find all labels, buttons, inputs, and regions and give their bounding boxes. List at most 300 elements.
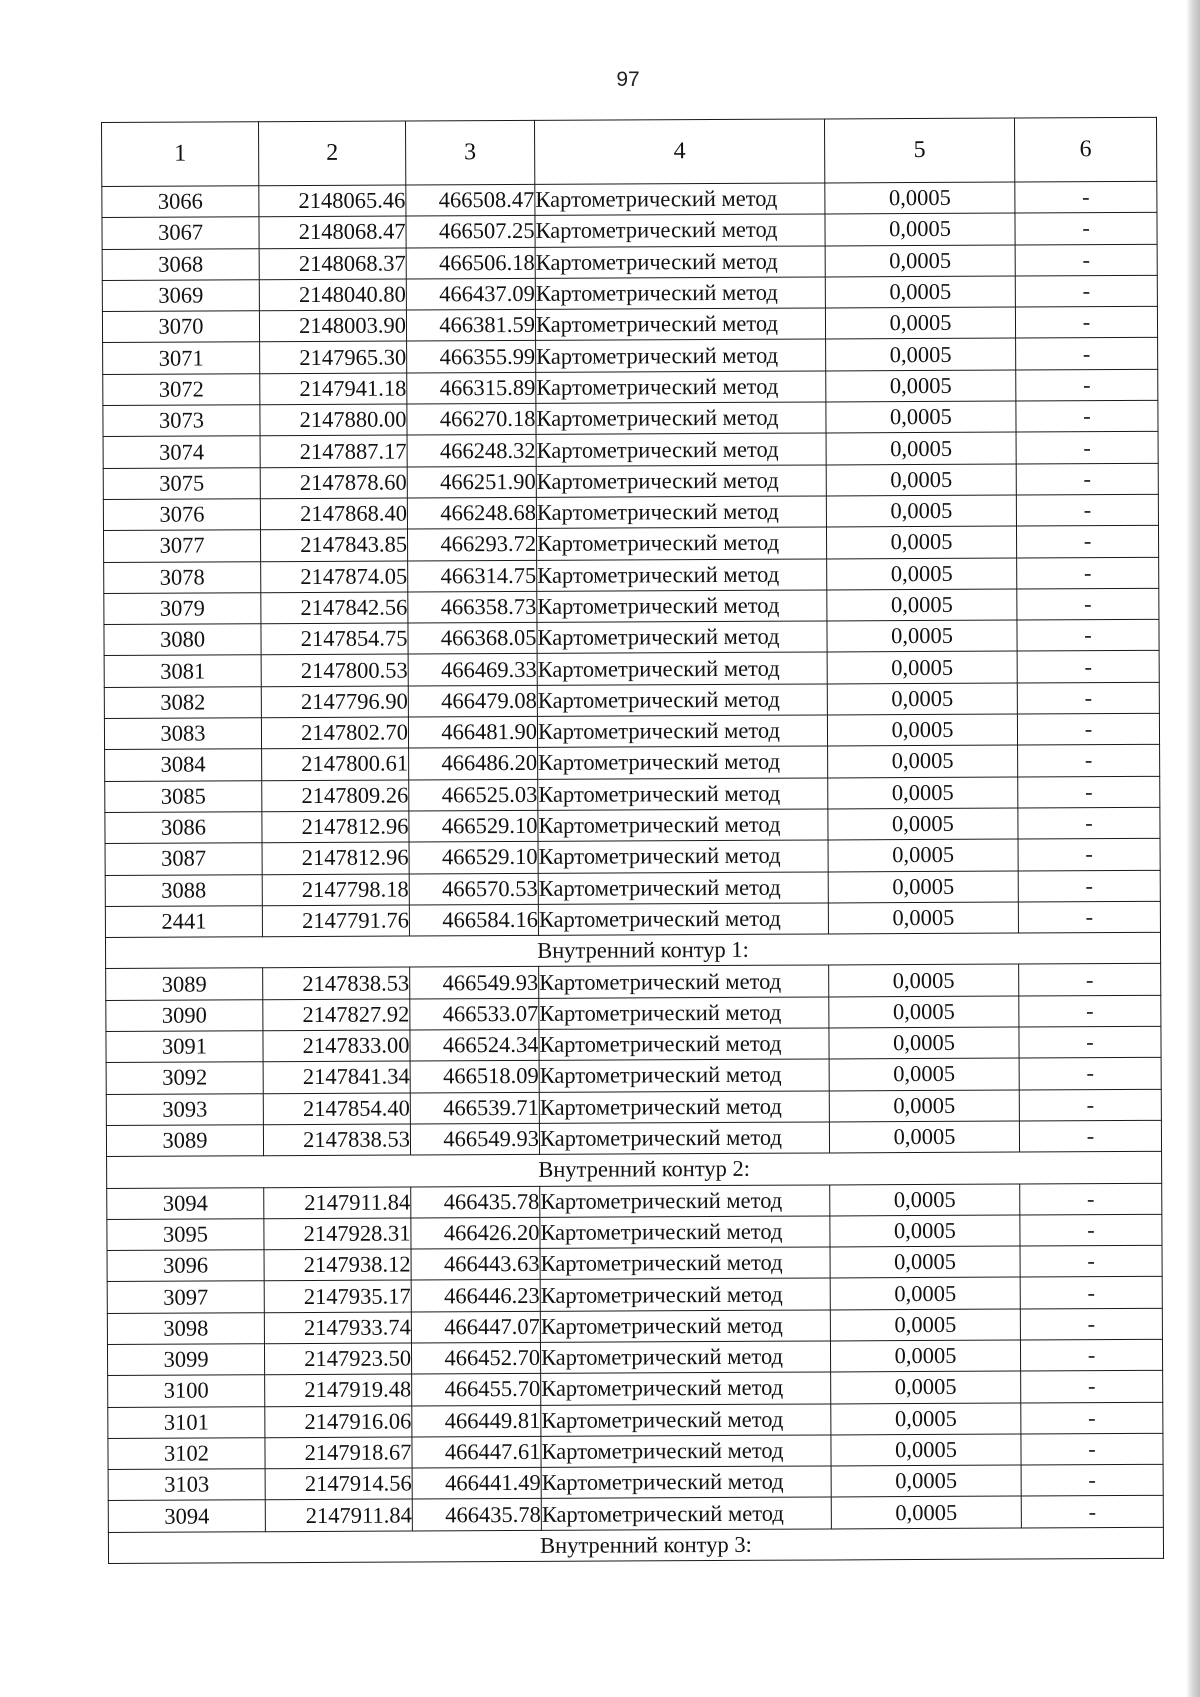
note-cell: - — [1020, 1277, 1162, 1309]
note-cell: - — [1015, 275, 1157, 307]
x-coordinate-cell: 2147878.60 — [260, 467, 407, 499]
method-cell: Картометрический метод — [535, 277, 825, 310]
point-number-cell: 3069 — [102, 280, 259, 312]
point-number-cell: 3094 — [107, 1187, 264, 1219]
method-cell: Картометрический метод — [540, 1278, 830, 1311]
section-title: Внутренний контур 2: — [107, 1152, 1162, 1188]
point-number-cell: 3072 — [103, 374, 260, 406]
y-coordinate-cell: 466435.78 — [412, 1499, 541, 1531]
x-coordinate-cell: 2147812.96 — [262, 811, 409, 843]
note-cell: - — [1018, 839, 1160, 871]
table-row — [102, 181, 1157, 217]
section-title: Внутренний контур 3: — [108, 1527, 1163, 1563]
method-cell: Картометрический метод — [537, 559, 827, 592]
table-row — [107, 1339, 1162, 1375]
point-number-cell: 3067 — [102, 217, 259, 249]
note-cell: - — [1017, 588, 1159, 620]
point-number-cell: 3090 — [106, 999, 263, 1031]
column-header-5: 5 — [824, 118, 1014, 183]
note-cell: - — [1018, 776, 1160, 808]
table-row — [107, 1214, 1162, 1250]
x-coordinate-cell: 2147919.48 — [265, 1374, 412, 1406]
table-row — [106, 1120, 1161, 1156]
note-cell: - — [1016, 494, 1158, 526]
accuracy-cell: 0,0005 — [829, 1058, 1019, 1090]
table-row — [104, 651, 1159, 687]
table-row — [102, 213, 1157, 249]
scan-edge-shadow — [1186, 0, 1200, 1697]
method-cell: Картометрический метод — [538, 746, 828, 779]
column-header-2: 2 — [259, 121, 406, 186]
y-coordinate-cell: 466570.53 — [409, 873, 538, 905]
table-row — [105, 745, 1160, 781]
point-number-cell: 3070 — [102, 311, 259, 343]
point-number-cell: 3073 — [103, 405, 260, 437]
y-coordinate-cell: 466435.78 — [411, 1186, 540, 1218]
x-coordinate-cell: 2148003.90 — [259, 310, 406, 342]
x-coordinate-cell: 2148040.80 — [259, 279, 406, 311]
section-row — [105, 932, 1160, 968]
x-coordinate-cell: 2147887.17 — [260, 435, 407, 467]
method-cell: Картометрический метод — [536, 496, 826, 529]
method-cell: Картометрический метод — [541, 1466, 831, 1499]
method-cell: Картометрический метод — [539, 965, 829, 998]
method-cell: Картометрический метод — [540, 1247, 830, 1280]
x-coordinate-cell: 2147868.40 — [260, 498, 407, 530]
method-cell: Картометрический метод — [541, 1404, 831, 1437]
method-cell: Картометрический метод — [540, 1341, 830, 1374]
point-number-cell: 2441 — [105, 906, 262, 938]
accuracy-cell: 0,0005 — [831, 1465, 1021, 1497]
method-cell: Картометрический метод — [540, 1310, 830, 1343]
accuracy-cell: 0,0005 — [830, 1215, 1020, 1247]
point-number-cell: 3099 — [107, 1344, 264, 1376]
column-header-4: 4 — [534, 119, 824, 184]
point-number-cell: 3075 — [103, 467, 260, 499]
x-coordinate-cell: 2148065.46 — [259, 185, 406, 217]
accuracy-cell: 0,0005 — [829, 1027, 1019, 1059]
table-body — [102, 181, 1164, 1563]
point-number-cell: 3100 — [108, 1375, 265, 1407]
table-row — [104, 713, 1159, 749]
point-number-cell: 3081 — [104, 655, 261, 687]
note-cell: - — [1019, 995, 1161, 1027]
note-cell: - — [1016, 338, 1158, 370]
method-cell: Картометрический метод — [538, 809, 828, 842]
table-row — [106, 1089, 1161, 1125]
y-coordinate-cell: 466549.93 — [410, 1123, 539, 1155]
y-coordinate-cell: 466452.70 — [411, 1342, 540, 1374]
accuracy-cell: 0,0005 — [831, 1403, 1021, 1435]
point-number-cell: 3078 — [104, 561, 261, 593]
y-coordinate-cell: 466584.16 — [409, 904, 538, 936]
x-coordinate-cell: 2147854.75 — [261, 623, 408, 655]
y-coordinate-cell: 466506.18 — [406, 247, 535, 279]
note-cell: - — [1020, 1339, 1162, 1371]
note-cell: - — [1018, 745, 1160, 777]
y-coordinate-cell: 466437.09 — [406, 278, 535, 310]
y-coordinate-cell: 466486.20 — [409, 748, 538, 780]
point-number-cell: 3084 — [105, 749, 262, 781]
note-cell: - — [1017, 713, 1159, 745]
method-cell: Картометрический метод — [536, 527, 826, 560]
y-coordinate-cell: 466441.49 — [412, 1468, 541, 1500]
note-cell: - — [1019, 1026, 1161, 1058]
x-coordinate-cell: 2147916.06 — [265, 1406, 412, 1438]
accuracy-cell: 0,0005 — [828, 839, 1018, 871]
y-coordinate-cell: 466539.71 — [410, 1092, 539, 1124]
accuracy-cell: 0,0005 — [826, 526, 1016, 558]
accuracy-cell: 0,0005 — [829, 964, 1019, 996]
x-coordinate-cell: 2147838.53 — [263, 967, 410, 999]
note-cell: - — [1018, 870, 1160, 902]
y-coordinate-cell: 466525.03 — [409, 779, 538, 811]
y-coordinate-cell: 466443.63 — [411, 1248, 540, 1280]
accuracy-cell: 0,0005 — [826, 464, 1016, 496]
y-coordinate-cell: 466368.05 — [408, 623, 537, 655]
x-coordinate-cell: 2147914.56 — [265, 1468, 412, 1500]
table-row — [108, 1464, 1163, 1500]
note-cell: - — [1021, 1496, 1163, 1528]
note-cell: - — [1019, 1058, 1161, 1090]
point-number-cell: 3074 — [103, 436, 260, 468]
accuracy-cell: 0,0005 — [826, 495, 1016, 527]
x-coordinate-cell: 2147838.53 — [263, 1124, 410, 1156]
point-number-cell: 3087 — [105, 843, 262, 875]
accuracy-cell: 0,0005 — [831, 1371, 1021, 1403]
note-cell: - — [1017, 619, 1159, 651]
method-cell: Картометрический метод — [538, 871, 828, 904]
table-row — [104, 557, 1159, 593]
x-coordinate-cell: 2147933.74 — [264, 1312, 411, 1344]
accuracy-cell: 0,0005 — [825, 245, 1015, 277]
x-coordinate-cell: 2148068.47 — [259, 216, 406, 248]
note-cell: - — [1016, 369, 1158, 401]
point-number-cell: 3103 — [108, 1469, 265, 1501]
note-cell: - — [1020, 1183, 1162, 1215]
accuracy-cell: 0,0005 — [829, 1121, 1019, 1153]
method-cell: Картометрический метод — [535, 246, 825, 279]
point-number-cell: 3095 — [107, 1219, 264, 1251]
accuracy-cell: 0,0005 — [829, 996, 1019, 1028]
y-coordinate-cell: 466446.23 — [411, 1280, 540, 1312]
note-cell: - — [1019, 964, 1161, 996]
table-row — [105, 870, 1160, 906]
y-coordinate-cell: 466533.07 — [410, 998, 539, 1030]
method-cell: Картометрический метод — [537, 715, 827, 748]
table-row — [107, 1277, 1162, 1313]
x-coordinate-cell: 2147791.76 — [262, 905, 409, 937]
note-cell: - — [1017, 651, 1159, 683]
table-row — [106, 964, 1161, 1000]
section-row — [108, 1527, 1163, 1563]
y-coordinate-cell: 466381.59 — [406, 310, 535, 342]
x-coordinate-cell: 2147842.56 — [261, 592, 408, 624]
method-cell: Картометрический метод — [536, 433, 826, 466]
accuracy-cell: 0,0005 — [825, 307, 1015, 339]
accuracy-cell: 0,0005 — [826, 401, 1016, 433]
y-coordinate-cell: 466529.10 — [409, 810, 538, 842]
table-row — [103, 494, 1158, 530]
y-coordinate-cell: 466481.90 — [408, 716, 537, 748]
table-row — [108, 1496, 1163, 1532]
method-cell: Картометрический метод — [537, 621, 827, 654]
x-coordinate-cell: 2147911.84 — [264, 1186, 411, 1218]
accuracy-cell: 0,0005 — [828, 902, 1018, 934]
method-cell: Картометрический метод — [536, 371, 826, 404]
table-row — [106, 1058, 1161, 1094]
note-cell: - — [1020, 1308, 1162, 1340]
y-coordinate-cell: 466479.08 — [408, 685, 537, 717]
x-coordinate-cell: 2147911.84 — [265, 1499, 412, 1531]
method-cell: Картометрический метод — [540, 1184, 830, 1217]
y-coordinate-cell: 466270.18 — [407, 403, 536, 435]
note-cell: - — [1020, 1214, 1162, 1246]
table-row — [108, 1371, 1163, 1407]
note-cell: - — [1016, 526, 1158, 558]
table-row — [107, 1245, 1162, 1281]
note-cell: - — [1015, 307, 1157, 339]
table-row — [105, 776, 1160, 812]
table-row — [107, 1308, 1162, 1344]
table-row — [108, 1433, 1163, 1469]
x-coordinate-cell: 2147874.05 — [261, 561, 408, 593]
x-coordinate-cell: 2147923.50 — [264, 1343, 411, 1375]
y-coordinate-cell: 466315.89 — [407, 372, 536, 404]
method-cell: Картометрический метод — [539, 1091, 829, 1124]
x-coordinate-cell: 2147809.26 — [262, 780, 409, 812]
point-number-cell: 3077 — [103, 530, 260, 562]
y-coordinate-cell: 466355.99 — [407, 341, 536, 373]
method-cell: Картометрический метод — [539, 1122, 829, 1155]
table-row — [105, 839, 1160, 875]
column-header-6: 6 — [1014, 117, 1156, 182]
table-row — [108, 1402, 1163, 1438]
method-cell: Картометрический метод — [537, 684, 827, 717]
y-coordinate-cell: 466549.93 — [410, 967, 539, 999]
point-number-cell: 3096 — [107, 1250, 264, 1282]
x-coordinate-cell: 2147935.17 — [264, 1280, 411, 1312]
point-number-cell: 3085 — [105, 780, 262, 812]
accuracy-cell: 0,0005 — [830, 1277, 1020, 1309]
point-number-cell: 3097 — [107, 1281, 264, 1313]
x-coordinate-cell: 2147941.18 — [260, 373, 407, 405]
method-cell: Картометрический метод — [537, 652, 827, 685]
note-cell: - — [1016, 400, 1158, 432]
section-row — [107, 1152, 1162, 1188]
table-row — [102, 275, 1157, 311]
point-number-cell: 3094 — [108, 1500, 265, 1532]
accuracy-cell: 0,0005 — [827, 714, 1017, 746]
point-number-cell: 3089 — [106, 968, 263, 1000]
accuracy-cell: 0,0005 — [828, 777, 1018, 809]
y-coordinate-cell: 466314.75 — [408, 560, 537, 592]
table-row — [104, 588, 1159, 624]
table-row — [103, 400, 1158, 436]
note-cell: - — [1021, 1371, 1163, 1403]
note-cell: - — [1018, 807, 1160, 839]
y-coordinate-cell: 466358.73 — [408, 591, 537, 623]
point-number-cell: 3071 — [103, 342, 260, 374]
point-number-cell: 3076 — [103, 499, 260, 531]
note-cell: - — [1015, 244, 1157, 276]
method-cell: Картометрический метод — [538, 840, 828, 873]
point-number-cell: 3091 — [106, 1031, 263, 1063]
y-coordinate-cell: 466447.61 — [412, 1436, 541, 1468]
point-number-cell: 3098 — [107, 1312, 264, 1344]
accuracy-cell: 0,0005 — [830, 1246, 1020, 1278]
point-number-cell: 3088 — [105, 874, 262, 906]
x-coordinate-cell: 2147854.40 — [263, 1093, 410, 1125]
accuracy-cell: 0,0005 — [830, 1340, 1020, 1372]
accuracy-cell: 0,0005 — [826, 370, 1016, 402]
note-cell: - — [1016, 463, 1158, 495]
note-cell: - — [1018, 901, 1160, 933]
point-number-cell: 3093 — [106, 1093, 263, 1125]
x-coordinate-cell: 2147928.31 — [264, 1218, 411, 1250]
x-coordinate-cell: 2147938.12 — [264, 1249, 411, 1281]
accuracy-cell: 0,0005 — [827, 558, 1017, 590]
y-coordinate-cell: 466529.10 — [409, 842, 538, 874]
y-coordinate-cell: 466507.25 — [406, 216, 535, 248]
y-coordinate-cell: 466469.33 — [408, 654, 537, 686]
method-cell: Картометрический метод — [535, 308, 825, 341]
table-row — [103, 432, 1158, 468]
note-cell: - — [1021, 1433, 1163, 1465]
method-cell: Картометрический метод — [539, 997, 829, 1030]
method-cell: Картометрический метод — [540, 1216, 830, 1249]
method-cell: Картометрический метод — [541, 1372, 831, 1405]
note-cell: - — [1019, 1089, 1161, 1121]
table-row — [102, 307, 1157, 343]
header-row — [102, 117, 1157, 186]
y-coordinate-cell: 466251.90 — [407, 466, 536, 498]
method-cell: Картометрический метод — [537, 590, 827, 623]
table-row — [105, 807, 1160, 843]
table-row — [103, 526, 1158, 562]
accuracy-cell: 0,0005 — [828, 808, 1018, 840]
accuracy-cell: 0,0005 — [825, 276, 1015, 308]
note-cell: - — [1015, 181, 1157, 213]
x-coordinate-cell: 2147841.34 — [263, 1061, 410, 1093]
point-number-cell: 3066 — [102, 186, 259, 218]
method-cell: Картометрический метод — [541, 1435, 831, 1468]
x-coordinate-cell: 2147833.00 — [263, 1030, 410, 1062]
point-number-cell: 3092 — [106, 1062, 263, 1094]
note-cell: - — [1021, 1402, 1163, 1434]
method-cell: Картометрический метод — [538, 903, 828, 936]
table-row — [103, 463, 1158, 499]
accuracy-cell: 0,0005 — [831, 1434, 1021, 1466]
accuracy-cell: 0,0005 — [830, 1184, 1020, 1216]
accuracy-cell: 0,0005 — [825, 182, 1015, 214]
method-cell: Картометрический метод — [536, 465, 826, 498]
x-coordinate-cell: 2147800.53 — [261, 654, 408, 686]
accuracy-cell: 0,0005 — [828, 745, 1018, 777]
method-cell: Картометрический метод — [538, 778, 828, 811]
accuracy-cell: 0,0005 — [825, 213, 1015, 245]
note-cell: - — [1020, 1245, 1162, 1277]
point-number-cell: 3086 — [105, 812, 262, 844]
section-title: Внутренний контур 1: — [105, 932, 1160, 968]
note-cell: - — [1015, 213, 1157, 245]
table-row — [103, 338, 1158, 374]
point-number-cell: 3082 — [104, 686, 261, 718]
point-number-cell: 3083 — [104, 718, 261, 750]
y-coordinate-cell: 466455.70 — [412, 1374, 541, 1406]
accuracy-cell: 0,0005 — [827, 651, 1017, 683]
accuracy-cell: 0,0005 — [830, 1309, 1020, 1341]
column-header-3: 3 — [405, 120, 534, 185]
table-row — [105, 901, 1160, 937]
point-number-cell: 3101 — [108, 1406, 265, 1438]
table-row — [104, 619, 1159, 655]
accuracy-cell: 0,0005 — [826, 339, 1016, 371]
point-number-cell: 3089 — [106, 1125, 263, 1157]
method-cell: Картометрический метод — [539, 1028, 829, 1061]
note-cell: - — [1017, 682, 1159, 714]
method-cell: Картометрический метод — [539, 1059, 829, 1092]
y-coordinate-cell: 466449.81 — [412, 1405, 541, 1437]
accuracy-cell: 0,0005 — [826, 432, 1016, 464]
method-cell: Картометрический метод — [535, 183, 825, 216]
accuracy-cell: 0,0005 — [827, 620, 1017, 652]
x-coordinate-cell: 2147827.92 — [263, 999, 410, 1031]
y-coordinate-cell: 466447.07 — [411, 1311, 540, 1343]
table-row — [106, 1026, 1161, 1062]
y-coordinate-cell: 466426.20 — [411, 1217, 540, 1249]
method-cell: Картометрический метод — [535, 214, 825, 247]
accuracy-cell: 0,0005 — [829, 1090, 1019, 1122]
table-row — [103, 369, 1158, 405]
accuracy-cell: 0,0005 — [828, 871, 1018, 903]
y-coordinate-cell: 466524.34 — [410, 1029, 539, 1061]
point-number-cell: 3080 — [104, 624, 261, 656]
point-number-cell: 3102 — [108, 1438, 265, 1470]
x-coordinate-cell: 2147796.90 — [261, 686, 408, 718]
x-coordinate-cell: 2147880.00 — [260, 404, 407, 436]
x-coordinate-cell: 2147918.67 — [265, 1437, 412, 1469]
accuracy-cell: 0,0005 — [827, 683, 1017, 715]
coordinates-table — [101, 117, 1164, 1564]
y-coordinate-cell: 466293.72 — [407, 529, 536, 561]
y-coordinate-cell: 466248.68 — [407, 497, 536, 529]
page-number: 97 — [616, 68, 640, 91]
note-cell: - — [1021, 1464, 1163, 1496]
x-coordinate-cell: 2148068.37 — [259, 248, 406, 280]
table-row — [102, 244, 1157, 280]
method-cell: Картометрический метод — [541, 1497, 831, 1530]
note-cell: - — [1019, 1120, 1161, 1152]
x-coordinate-cell: 2147965.30 — [260, 341, 407, 373]
y-coordinate-cell: 466518.09 — [410, 1061, 539, 1093]
note-cell: - — [1016, 432, 1158, 464]
method-cell: Картометрический метод — [536, 339, 826, 372]
x-coordinate-cell: 2147802.70 — [261, 717, 408, 749]
method-cell: Картометрический метод — [536, 402, 826, 435]
table-row — [106, 995, 1161, 1031]
y-coordinate-cell: 466248.32 — [407, 435, 536, 467]
column-header-1: 1 — [102, 122, 259, 187]
x-coordinate-cell: 2147798.18 — [262, 874, 409, 906]
x-coordinate-cell: 2147800.61 — [262, 748, 409, 780]
point-number-cell: 3068 — [102, 248, 259, 280]
accuracy-cell: 0,0005 — [831, 1496, 1021, 1528]
table-row — [104, 682, 1159, 718]
x-coordinate-cell: 2147843.85 — [260, 529, 407, 561]
table-row — [107, 1183, 1162, 1219]
accuracy-cell: 0,0005 — [827, 589, 1017, 621]
